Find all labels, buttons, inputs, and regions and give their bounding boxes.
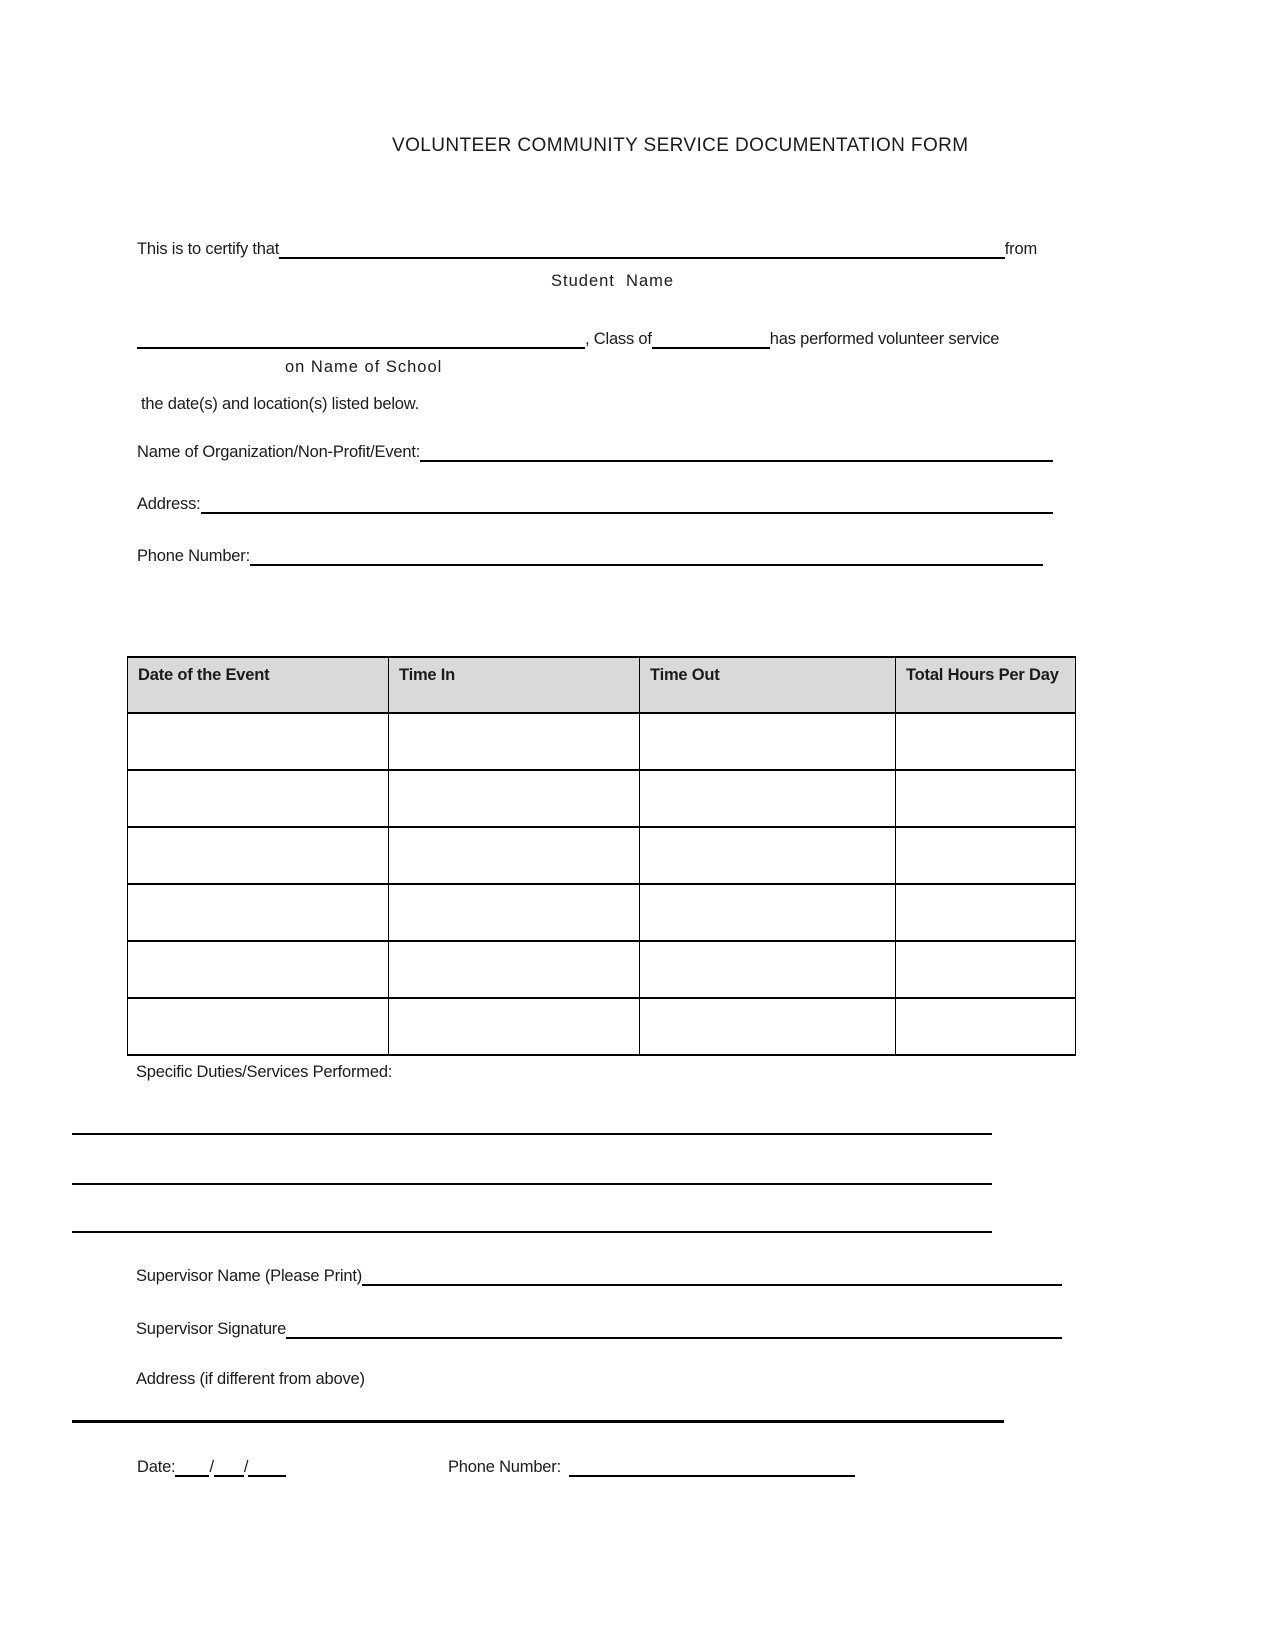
cell-time-out[interactable] xyxy=(640,770,896,827)
organization-row xyxy=(137,440,1053,462)
organization-label: Name of Organization/Non-Profit/Event: xyxy=(137,443,421,461)
class-year-blank[interactable] xyxy=(652,327,770,349)
supervisor-name-label: Supervisor Name (Please Print) xyxy=(136,1267,362,1285)
cell-time-in[interactable] xyxy=(389,770,640,827)
school-name-caption: on Name of School xyxy=(285,358,443,376)
cell-total-hours[interactable] xyxy=(896,827,1076,884)
student-name-caption: Student Name xyxy=(551,272,675,290)
cell-time-in[interactable] xyxy=(389,884,640,941)
supervisor-address-label: Address (if different from above) xyxy=(136,1370,365,1388)
cell-date[interactable] xyxy=(128,770,389,827)
cell-time-in[interactable] xyxy=(389,713,640,770)
form-title: VOLUNTEER COMMUNITY SERVICE DOCUMENTATION FORM xyxy=(392,135,969,156)
school-name-blank[interactable] xyxy=(137,327,585,349)
cell-time-in[interactable] xyxy=(389,827,640,884)
cell-time-out[interactable] xyxy=(640,941,896,998)
supervisor-signature-row xyxy=(136,1317,1062,1339)
supervisor-name-blank[interactable] xyxy=(362,1264,1062,1286)
footer-phone-group xyxy=(448,1455,855,1477)
cell-total-hours[interactable] xyxy=(896,884,1076,941)
cell-date[interactable] xyxy=(128,884,389,941)
address-blank[interactable] xyxy=(201,492,1053,514)
organization-blank[interactable] xyxy=(420,440,1053,462)
certify-prefix-label: This is to certify that xyxy=(137,240,280,258)
address-row xyxy=(137,492,1053,514)
table-row xyxy=(128,884,1076,941)
dates-locations-text: the date(s) and location(s) listed below. xyxy=(141,395,419,413)
hours-table xyxy=(127,656,1076,1056)
date-separator-2: / xyxy=(243,1458,249,1476)
date-month-blank[interactable] xyxy=(175,1455,209,1477)
duties-line-3[interactable] xyxy=(72,1231,992,1233)
cell-time-out[interactable] xyxy=(640,713,896,770)
table-row xyxy=(128,713,1076,770)
cell-date[interactable] xyxy=(128,827,389,884)
supervisor-address-line[interactable] xyxy=(72,1420,1004,1423)
date-separator-1: / xyxy=(209,1458,214,1476)
footer-date-group xyxy=(137,1455,332,1477)
duties-line-1[interactable] xyxy=(72,1133,992,1135)
date-day-blank[interactable] xyxy=(214,1455,244,1477)
header-date-of-event: Date of the Event xyxy=(128,657,389,713)
address-label: Address: xyxy=(137,495,201,513)
hours-table-header-row xyxy=(128,657,1076,713)
cell-date[interactable] xyxy=(128,998,389,1055)
cell-total-hours[interactable] xyxy=(896,998,1076,1055)
supervisor-signature-blank[interactable] xyxy=(286,1317,1062,1339)
student-name-blank[interactable] xyxy=(279,237,1005,259)
cell-date[interactable] xyxy=(128,941,389,998)
phone-blank[interactable] xyxy=(250,544,1043,566)
footer-phone-blank[interactable] xyxy=(569,1455,855,1477)
date-label: Date: xyxy=(137,1458,176,1476)
header-total-hours: Total Hours Per Day xyxy=(896,657,1076,713)
class-of-label: , Class of xyxy=(585,330,652,348)
footer-phone-label: Phone Number: xyxy=(448,1458,561,1476)
cell-time-out[interactable] xyxy=(640,884,896,941)
cell-total-hours[interactable] xyxy=(896,713,1076,770)
supervisor-signature-label: Supervisor Signature xyxy=(136,1320,287,1338)
cell-time-out[interactable] xyxy=(640,827,896,884)
cell-date[interactable] xyxy=(128,713,389,770)
cell-total-hours[interactable] xyxy=(896,941,1076,998)
header-time-in: Time In xyxy=(389,657,640,713)
cell-total-hours[interactable] xyxy=(896,770,1076,827)
table-row xyxy=(128,827,1076,884)
school-row xyxy=(137,327,1037,349)
table-row xyxy=(128,770,1076,827)
certify-row xyxy=(137,237,1037,259)
duties-line-2[interactable] xyxy=(72,1183,992,1185)
table-row xyxy=(128,941,1076,998)
cell-time-out[interactable] xyxy=(640,998,896,1055)
header-time-out: Time Out xyxy=(640,657,896,713)
table-row xyxy=(128,998,1076,1055)
cell-time-in[interactable] xyxy=(389,941,640,998)
performed-service-label: has performed volunteer service xyxy=(769,330,1000,348)
certify-suffix-label: from xyxy=(1004,240,1037,258)
date-year-blank[interactable] xyxy=(248,1455,286,1477)
cell-time-in[interactable] xyxy=(389,998,640,1055)
supervisor-name-row xyxy=(136,1264,1062,1286)
phone-label: Phone Number: xyxy=(137,547,250,565)
phone-row xyxy=(137,544,1043,566)
duties-label: Specific Duties/Services Performed: xyxy=(136,1063,393,1081)
